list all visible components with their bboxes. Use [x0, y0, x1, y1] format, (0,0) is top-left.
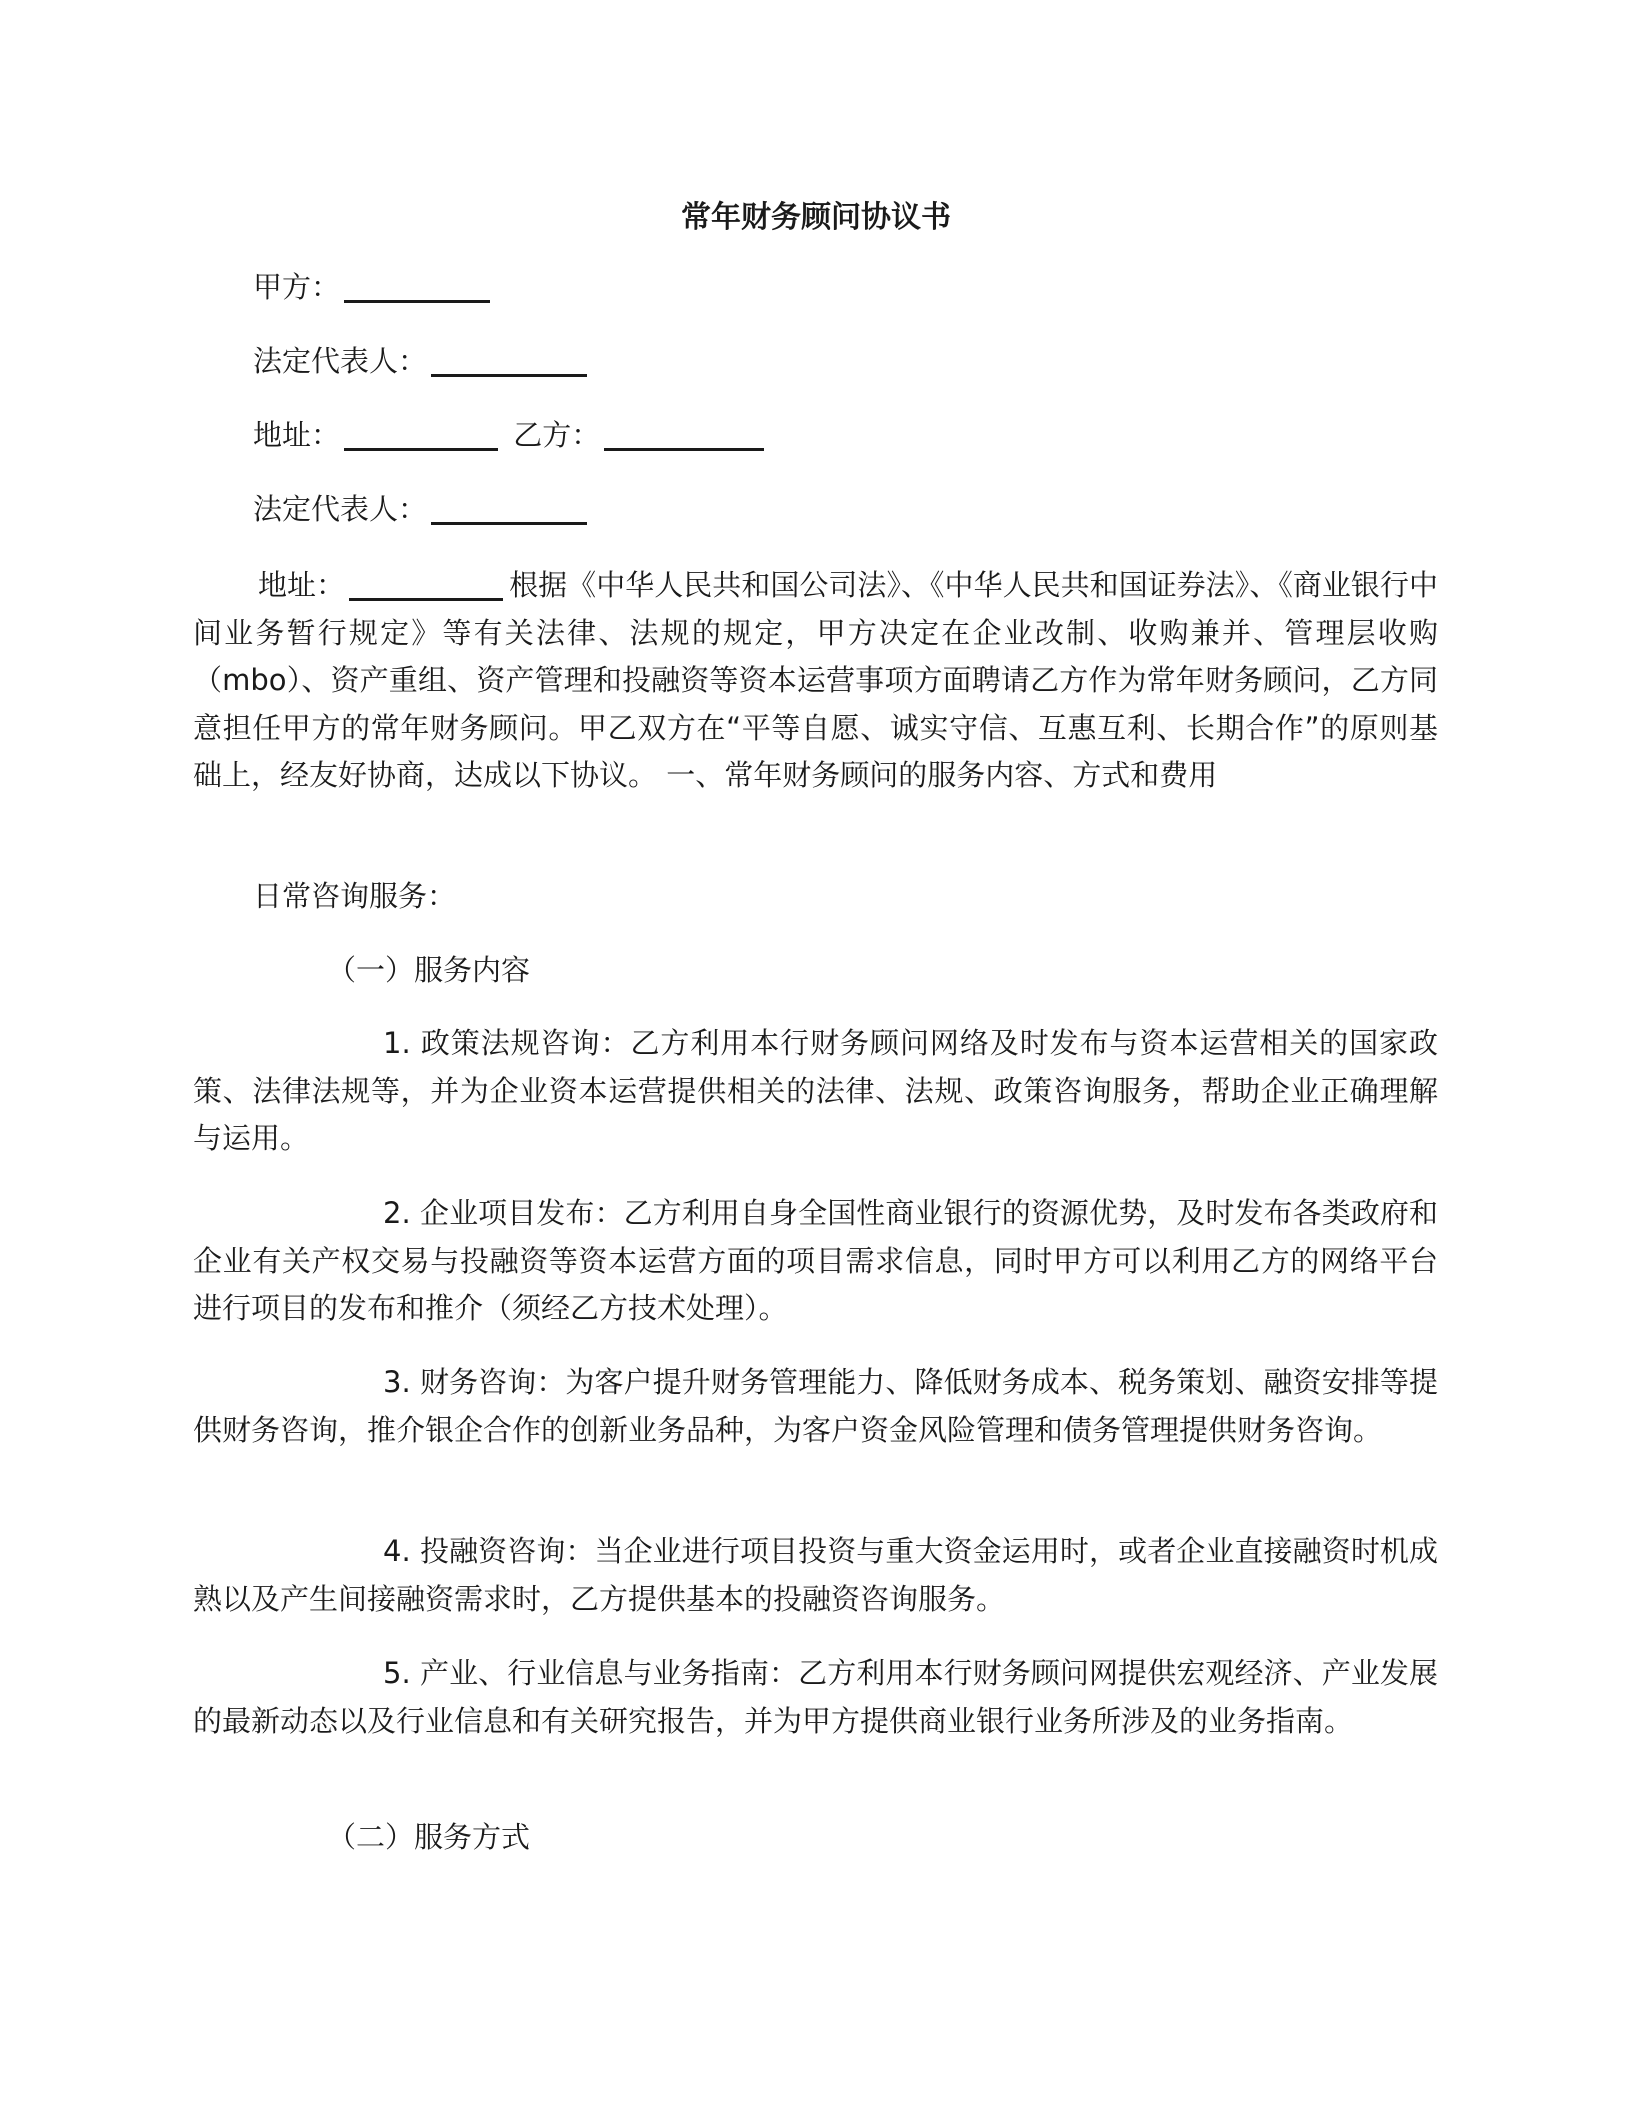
intro-text: 根据《中华人民共和国公司法》、《中华人民共和国证券法》、《商业银行中间业务暂行规定》等有关法律、法规的规定，甲方决定在企业改制、收购兼并、管理层收购（mbo）、资产重组、资产管理和投融资等资本运营事项方面聘请乙方作为常年财务顾问，乙方同意担任甲方的常年财务顾问。甲乙双方在“平等自愿、诚实守信、互惠互利、长期合作”的原则基础上，经友好协商，达成以下协议。 一、常年财务顾问的服务内容、方式和费用: [193, 568, 1438, 792]
rep1-line: [253, 341, 593, 381]
item-2-paragraph: 2. 企业项目发布：乙方利用自身全国性商业银行的资源优势，及时发布各类政府和企业有关产权交易与投融资等资本运营方面的项目需求信息，同时甲方可以利用乙方的网络平台进行项目的发布和推介（须经乙方技术处理）。: [193, 1196, 1438, 1325]
section-service-content: （一）服务内容: [327, 953, 531, 987]
addr2-blank: [349, 568, 503, 601]
daily-service-heading: 日常咨询服务：: [253, 879, 457, 913]
rep2-line: [253, 489, 593, 529]
rep2-blank: [431, 492, 587, 525]
party-a-line: [253, 267, 496, 307]
document-title: 常年财务顾问协议书: [681, 200, 951, 235]
item-4-paragraph: 4. 投融资咨询：当企业进行项目投资与重大资金运用时，或者企业直接融资时机成熟以及产生间接融资需求时，乙方提供基本的投融资咨询服务。: [193, 1534, 1438, 1616]
party-b-label: 乙方：: [513, 418, 601, 452]
addr1-line: [253, 415, 770, 455]
section-service-method: （二）服务方式: [327, 1820, 531, 1854]
addr1-blank: [344, 418, 498, 451]
rep1-blank: [431, 344, 587, 377]
addr1-label: 地址：: [253, 418, 341, 452]
item-1-paragraph: 1. 政策法规咨询：乙方利用本行财务顾问网络及时发布与资本运营相关的国家政策、法律法规等，并为企业资本运营提供相关的法律、法规、政策咨询服务，帮助企业正确理解与运用。: [193, 1026, 1438, 1155]
party-a-label: 甲方：: [253, 270, 341, 304]
item-3-paragraph: 3. 财务咨询：为客户提升财务管理能力、降低财务成本、税务策划、融资安排等提供财务咨询，推介银企合作的创新业务品种，为客户资金风险管理和债务管理提供财务咨询。: [193, 1365, 1438, 1447]
rep1-label: 法定代表人：: [253, 344, 428, 378]
party-a-blank: [344, 270, 490, 303]
rep2-label: 法定代表人：: [253, 492, 428, 526]
intro-paragraph: [193, 562, 1438, 800]
addr2-label: 地址：: [258, 568, 346, 602]
item-5-paragraph: 5. 产业、行业信息与业务指南：乙方利用本行财务顾问网提供宏观经济、产业发展的最新动态以及行业信息和有关研究报告，并为甲方提供商业银行业务所涉及的业务指南。: [193, 1656, 1438, 1738]
party-b-blank: [604, 418, 764, 451]
